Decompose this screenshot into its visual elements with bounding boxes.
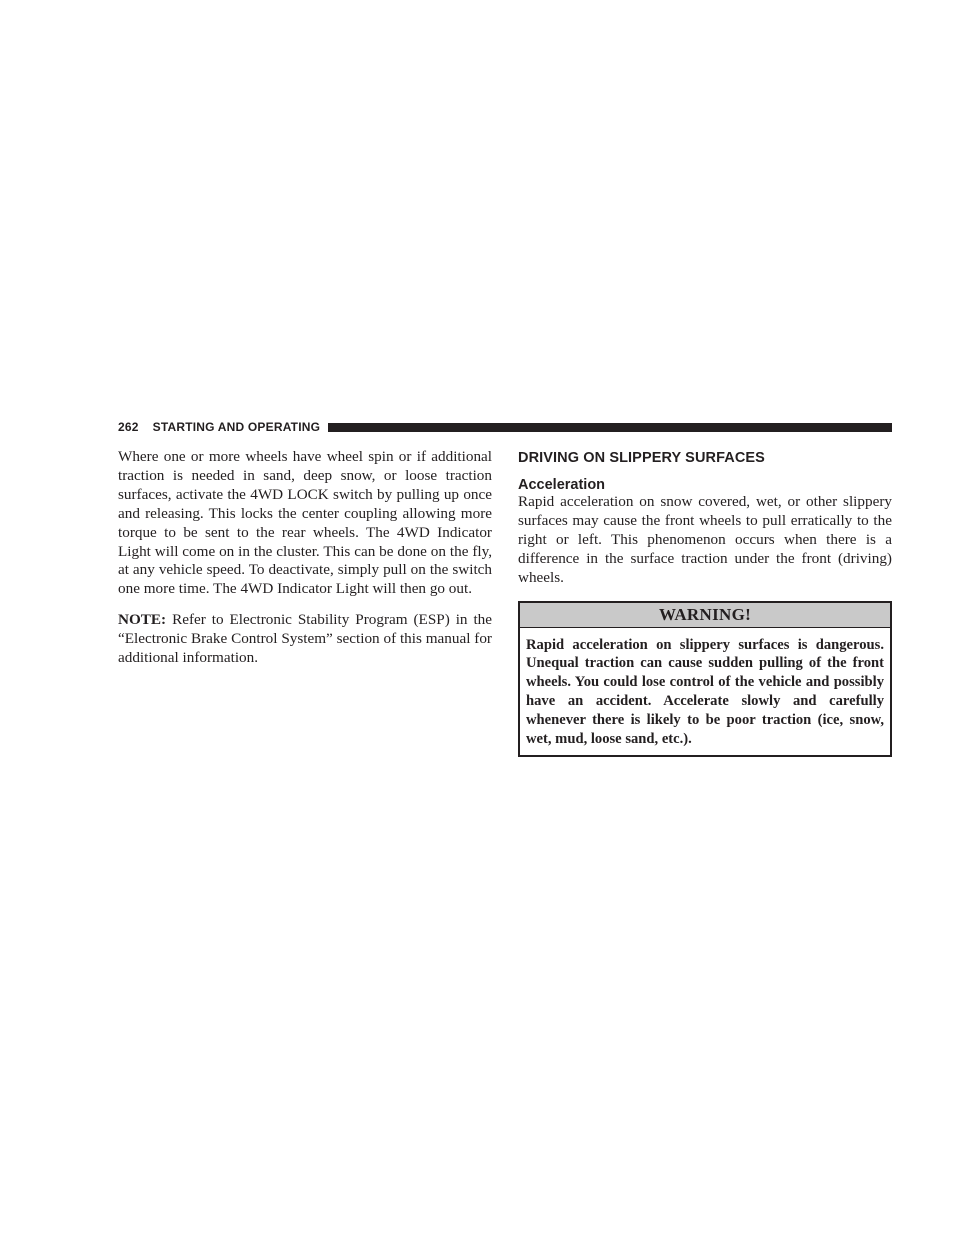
subheading-acceleration: Acceleration	[518, 477, 606, 493]
section-heading: DRIVING ON SLIPPERY SURFACES	[518, 450, 765, 466]
warning-text: Rapid acceleration on slippery surfaces is dangerous. Unequal traction can cause sudden pulling of the front wheels. You could lose control of the vehicle and possibly have an accident. Accelerate slowly and carefully whenever there is likely to be poor traction (ice, snow, wet, mud, loose sand, etc.).	[526, 636, 884, 747]
four-wd-lock-paragraph: Where one or more wheels have wheel spin or if additional traction is needed in sand, deep snow, or loose traction surfaces, activate the 4WD LOCK switch by pulling up once and releasing. This locks the center coupling allowing more torque to be sent to the rear wheels. The 4WD Indicator Light will come on in the cluster. This can be done on the fly, at any vehicle speed. To deactivate, simply pull on the switch one more time. The 4WD Indicator Light will then go out.	[118, 448, 492, 598]
note-text: Refer to Electronic Stability Program (ESP) in the “Electronic Brake Control System” section of this manual for additional information.	[118, 611, 492, 667]
warning-box	[518, 601, 892, 758]
acceleration-paragraph: Rapid acceleration on snow covered, wet, or other slippery surfaces may cause the front wheels to pull erratically to the right or left. This phenomenon occurs when there is a difference in the surface traction under the front (driving) wheels.	[518, 493, 892, 586]
header-rule	[328, 423, 892, 432]
right-column	[518, 448, 892, 757]
note-paragraph	[118, 611, 492, 668]
page-number: 262	[118, 420, 139, 434]
left-column	[118, 448, 492, 668]
note-label: NOTE:	[118, 611, 167, 629]
warning-title: WARNING!	[520, 603, 890, 628]
page-header	[118, 418, 892, 436]
section-title: STARTING AND OPERATING	[152, 420, 321, 434]
